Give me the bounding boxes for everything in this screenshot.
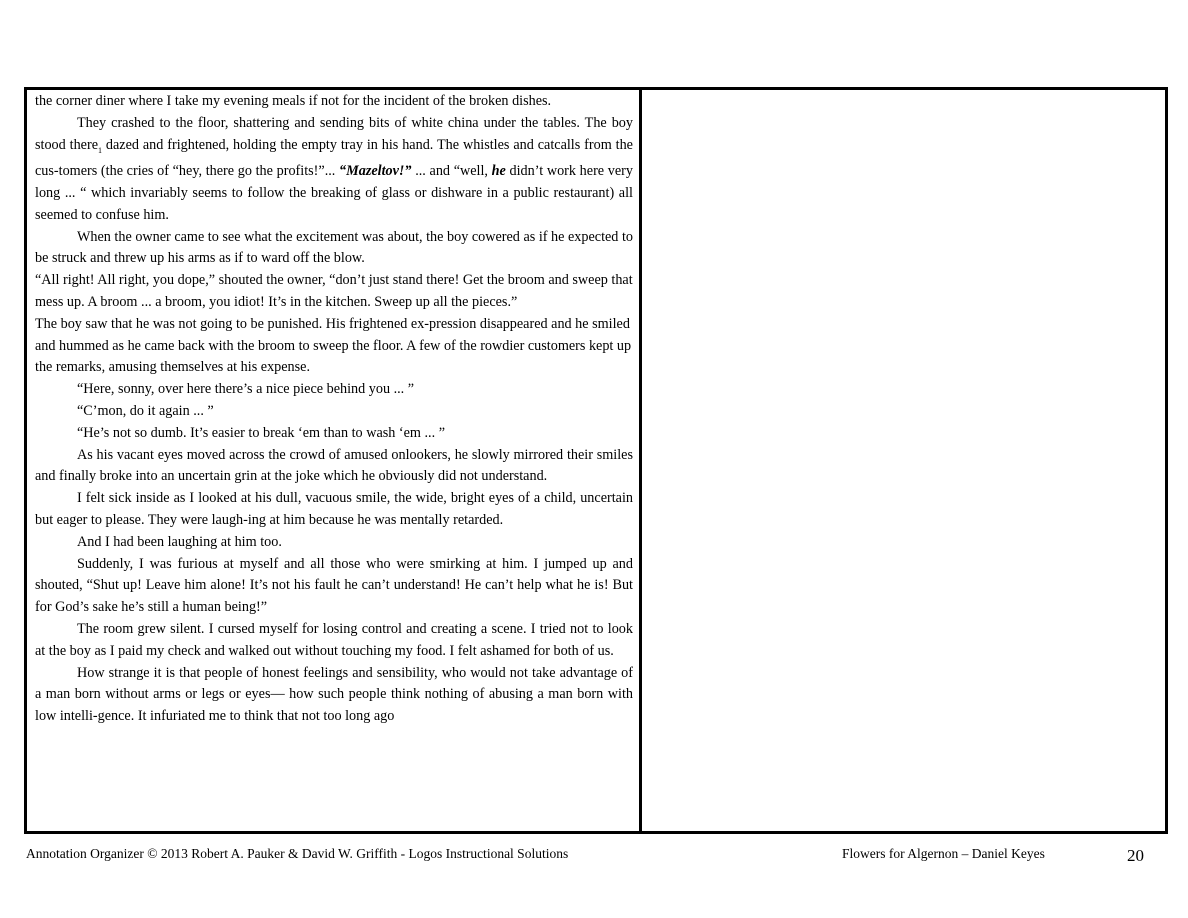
paragraph: the corner diner where I take my evening meals if not for the incident of the broken dishes. bbox=[35, 93, 552, 109]
footnote-marker: 1 bbox=[98, 145, 102, 155]
paragraph: “All right! All right, you dope,” shouted the owner, “don’t just stand there! Get the broom and sweep that mess up. A broom ... a broom, you idiot! It’s in the kitchen. Sweep up all the pieces.” bbox=[35, 272, 633, 310]
page-number: 20 bbox=[1127, 846, 1144, 865]
paragraph: The room grew silent. I cursed myself for losing control and creating a scene. I tried not to look at the boy as I paid my check and walked out without touching my food. I felt ashamed for both of us. bbox=[35, 620, 633, 659]
paragraph: And I had been laughing at him too. bbox=[77, 533, 282, 550]
paragraph: “Here, sonny, over here there’s a nice piece behind you ... ” bbox=[77, 381, 415, 398]
annotation-notes-column[interactable] bbox=[642, 90, 1165, 831]
footer-title: Flowers for Algernon – Daniel Keyes bbox=[842, 846, 1045, 861]
paragraph: As his vacant eyes moved across the crowd of amused onlookers, he slowly mirrored their smiles and finally broke into an uncertain grin at the joke which he obviously did not understand. bbox=[35, 446, 633, 485]
story-text-column bbox=[27, 90, 642, 831]
annotation-table bbox=[24, 87, 1168, 834]
paragraph: They crashed to the floor, shattering and sending bits of white china under the tables. The boy stood there$_1$ dazed and frightened, holding the empty tray in his hand. The whistles and catcalls from the cus-tomers (the cries of “hey, there go the profits!”... “Mazeltov!” ... and “well, he didn’t work here very long ... “ which invariably seems to follow the breaking of glass or dishware in a public restaurant) all seemed to confuse him. bbox=[35, 114, 633, 223]
paragraph: I felt sick inside as I looked at his dull, vacuous smile, the wide, bright eyes of a child, uncertain but eager to please. They were laugh-ing at him because he was mentally retarded. bbox=[35, 490, 633, 528]
paragraph: How strange it is that people of honest feelings and sensibility, who would not take advantage of a man born without arms or legs or eyes— how such people think nothing of abusing a man born with low intelli-gence. It infuriated me to think that not too long ago bbox=[35, 664, 633, 725]
paragraph: When the owner came to see what the excitement was about, the boy cowered as if he expected to be struck and threw up his arms as if to ward off the blow. bbox=[35, 228, 633, 267]
paragraph: “He’s not so dumb. It’s easier to break ‘em than to wash ‘em ... ” bbox=[77, 424, 445, 441]
paragraph: The boy saw that he was not going to be punished. His frightened ex-pression disappeared and he smiled and hummed as he came back with the broom to sweep the floor. A few of the rowdier customers kept up the remarks, amusing themselves at his expense. bbox=[35, 315, 632, 376]
footer-copyright: Annotation Organizer © 2013 Robert A. Pauker & David W. Griffith - Logos Instructional Solutions bbox=[26, 846, 569, 861]
paragraph: Suddenly, I was furious at myself and all those who were smirking at him. I jumped up and shouted, “Shut up! Leave him alone! It’s not his fault he can’t understand! He can’t help what he is! But for God’s sake he’s still a human being!” bbox=[35, 555, 633, 616]
paragraph: “C’mon, do it again ... ” bbox=[77, 402, 214, 419]
